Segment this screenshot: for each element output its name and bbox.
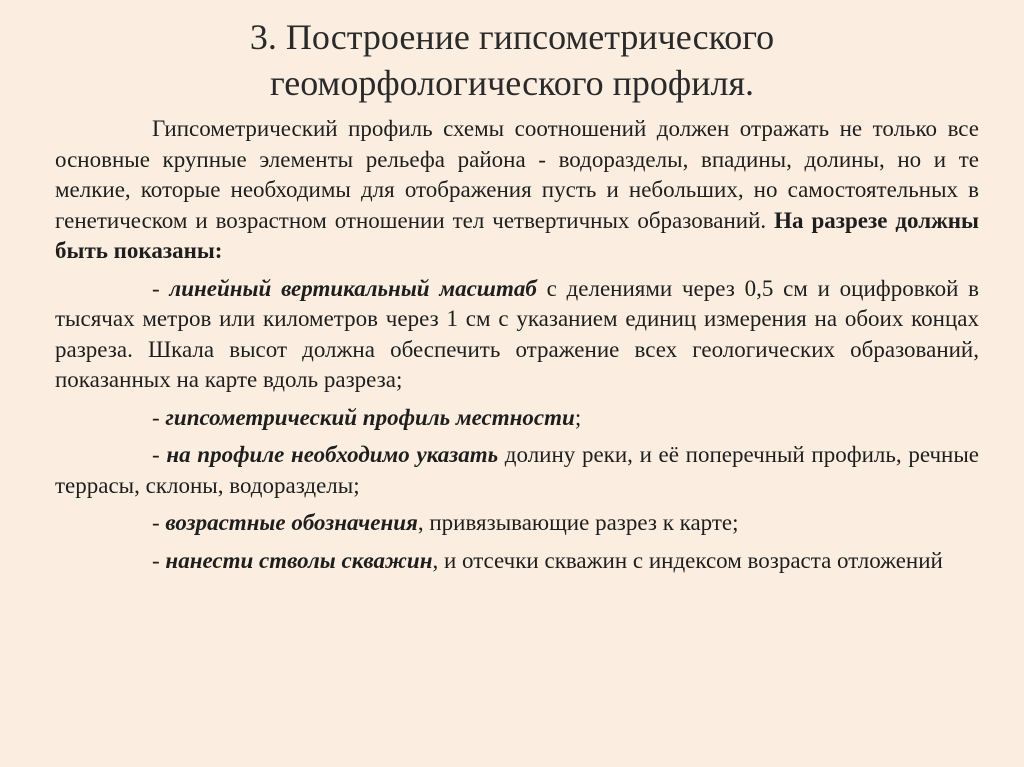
list-item-vertical-scale [55, 274, 979, 396]
list-item-age-symbols [55, 508, 979, 539]
item-prefix: - [152, 275, 170, 301]
item-text: , привязывающие разрез к карте; [417, 510, 739, 535]
intro-text: Гипсометрический профиль схемы соотношений должен отражать не только все основные крупные элементы рельефа района - водоразделы, впадины, долины, но и те мелкие, которые необходимы для отображения пусть и небольших, но самостоятельных в генетическом и возрастном отношении тел четвертичных образований. [55, 116, 979, 233]
list-item-boreholes [55, 546, 979, 577]
intro-paragraph [55, 114, 979, 267]
slide-title [0, 14, 1024, 106]
intro-bold-text: На разрезе должны быть показаны: [55, 207, 979, 263]
item-text: долину реки, и её поперечный профиль, речные террасы, склоны, водоразделы; [55, 442, 979, 498]
list-item-hypsometric-profile [55, 403, 979, 434]
item-emphasis: нанести стволы скважин [165, 547, 433, 573]
item-prefix: - [152, 404, 166, 430]
item-prefix: - [152, 442, 167, 467]
item-emphasis: возрастные обозначения [165, 510, 418, 535]
item-text: , и отсечки скважин с индексом возраста отложений [432, 547, 943, 573]
item-text: ; [574, 404, 582, 430]
item-emphasis: на профиле необходимо указать [166, 442, 499, 467]
title-line-2: геоморфологического профиля. [269, 63, 755, 103]
slide-body [55, 114, 979, 583]
item-prefix: - [152, 547, 166, 573]
item-prefix: - [152, 510, 166, 535]
list-item-profile-features [55, 440, 979, 501]
item-text: с делениями через 0,5 см и оцифровкой в тысячах метров или километров через 1 см с указанием единиц измерения на обоих концах разреза. Шкала высот должна обеспечить отражение всех геологических образований, показанных на карте вдоль разреза; [55, 275, 979, 392]
item-emphasis: гипсометрический профиль местности [165, 404, 575, 430]
title-line-1: 3. Построение гипсометрического [249, 17, 775, 57]
item-emphasis: линейный вертикальный масштаб [169, 275, 537, 301]
